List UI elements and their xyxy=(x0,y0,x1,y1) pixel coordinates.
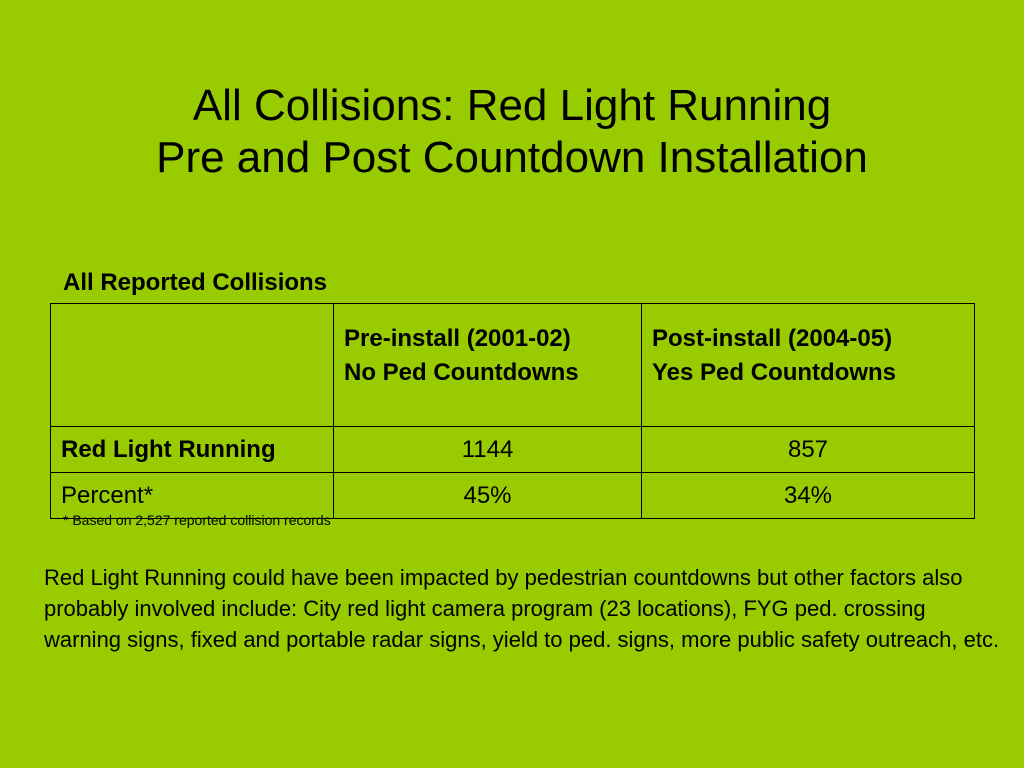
header-post-install xyxy=(642,304,975,427)
slide-title-line-2: Pre and Post Countdown Installation xyxy=(156,133,868,182)
body-paragraph: Red Light Running could have been impacted by pedestrian countdowns but other factors also probably involved include: City red light camera program (23 locations), FYG ped. crossing warning signs, fixed and portable radar signs, yield to ped. signs, more public safety outreach, etc. xyxy=(44,565,1000,652)
collisions-table xyxy=(50,303,975,519)
header-post-install-period: Post-install (2004-05) xyxy=(652,325,893,352)
header-post-install-note: Yes Ped Countdowns xyxy=(652,359,897,386)
table-header-row xyxy=(51,304,975,427)
slide-title-line-1: All Collisions: Red Light Running xyxy=(192,81,832,130)
header-pre-install-note: No Ped Countdowns xyxy=(344,359,579,386)
table-heading: All Reported Collisions xyxy=(63,269,328,296)
cell-pre-count: 1144 xyxy=(334,427,642,473)
table-footnote: * Based on 2,527 reported collision records xyxy=(63,512,331,528)
cell-post-count: 857 xyxy=(642,427,975,473)
table-corner-cell xyxy=(51,304,334,427)
row-label-percent: Percent* xyxy=(51,473,334,519)
row-label-red-light-running: Red Light Running xyxy=(51,427,334,473)
header-pre-install-period: Pre-install (2001-02) xyxy=(344,325,571,352)
cell-pre-percent: 45% xyxy=(334,473,642,519)
slide-title xyxy=(0,80,1024,184)
table-row xyxy=(51,427,975,473)
header-pre-install xyxy=(334,304,642,427)
cell-post-percent: 34% xyxy=(642,473,975,519)
